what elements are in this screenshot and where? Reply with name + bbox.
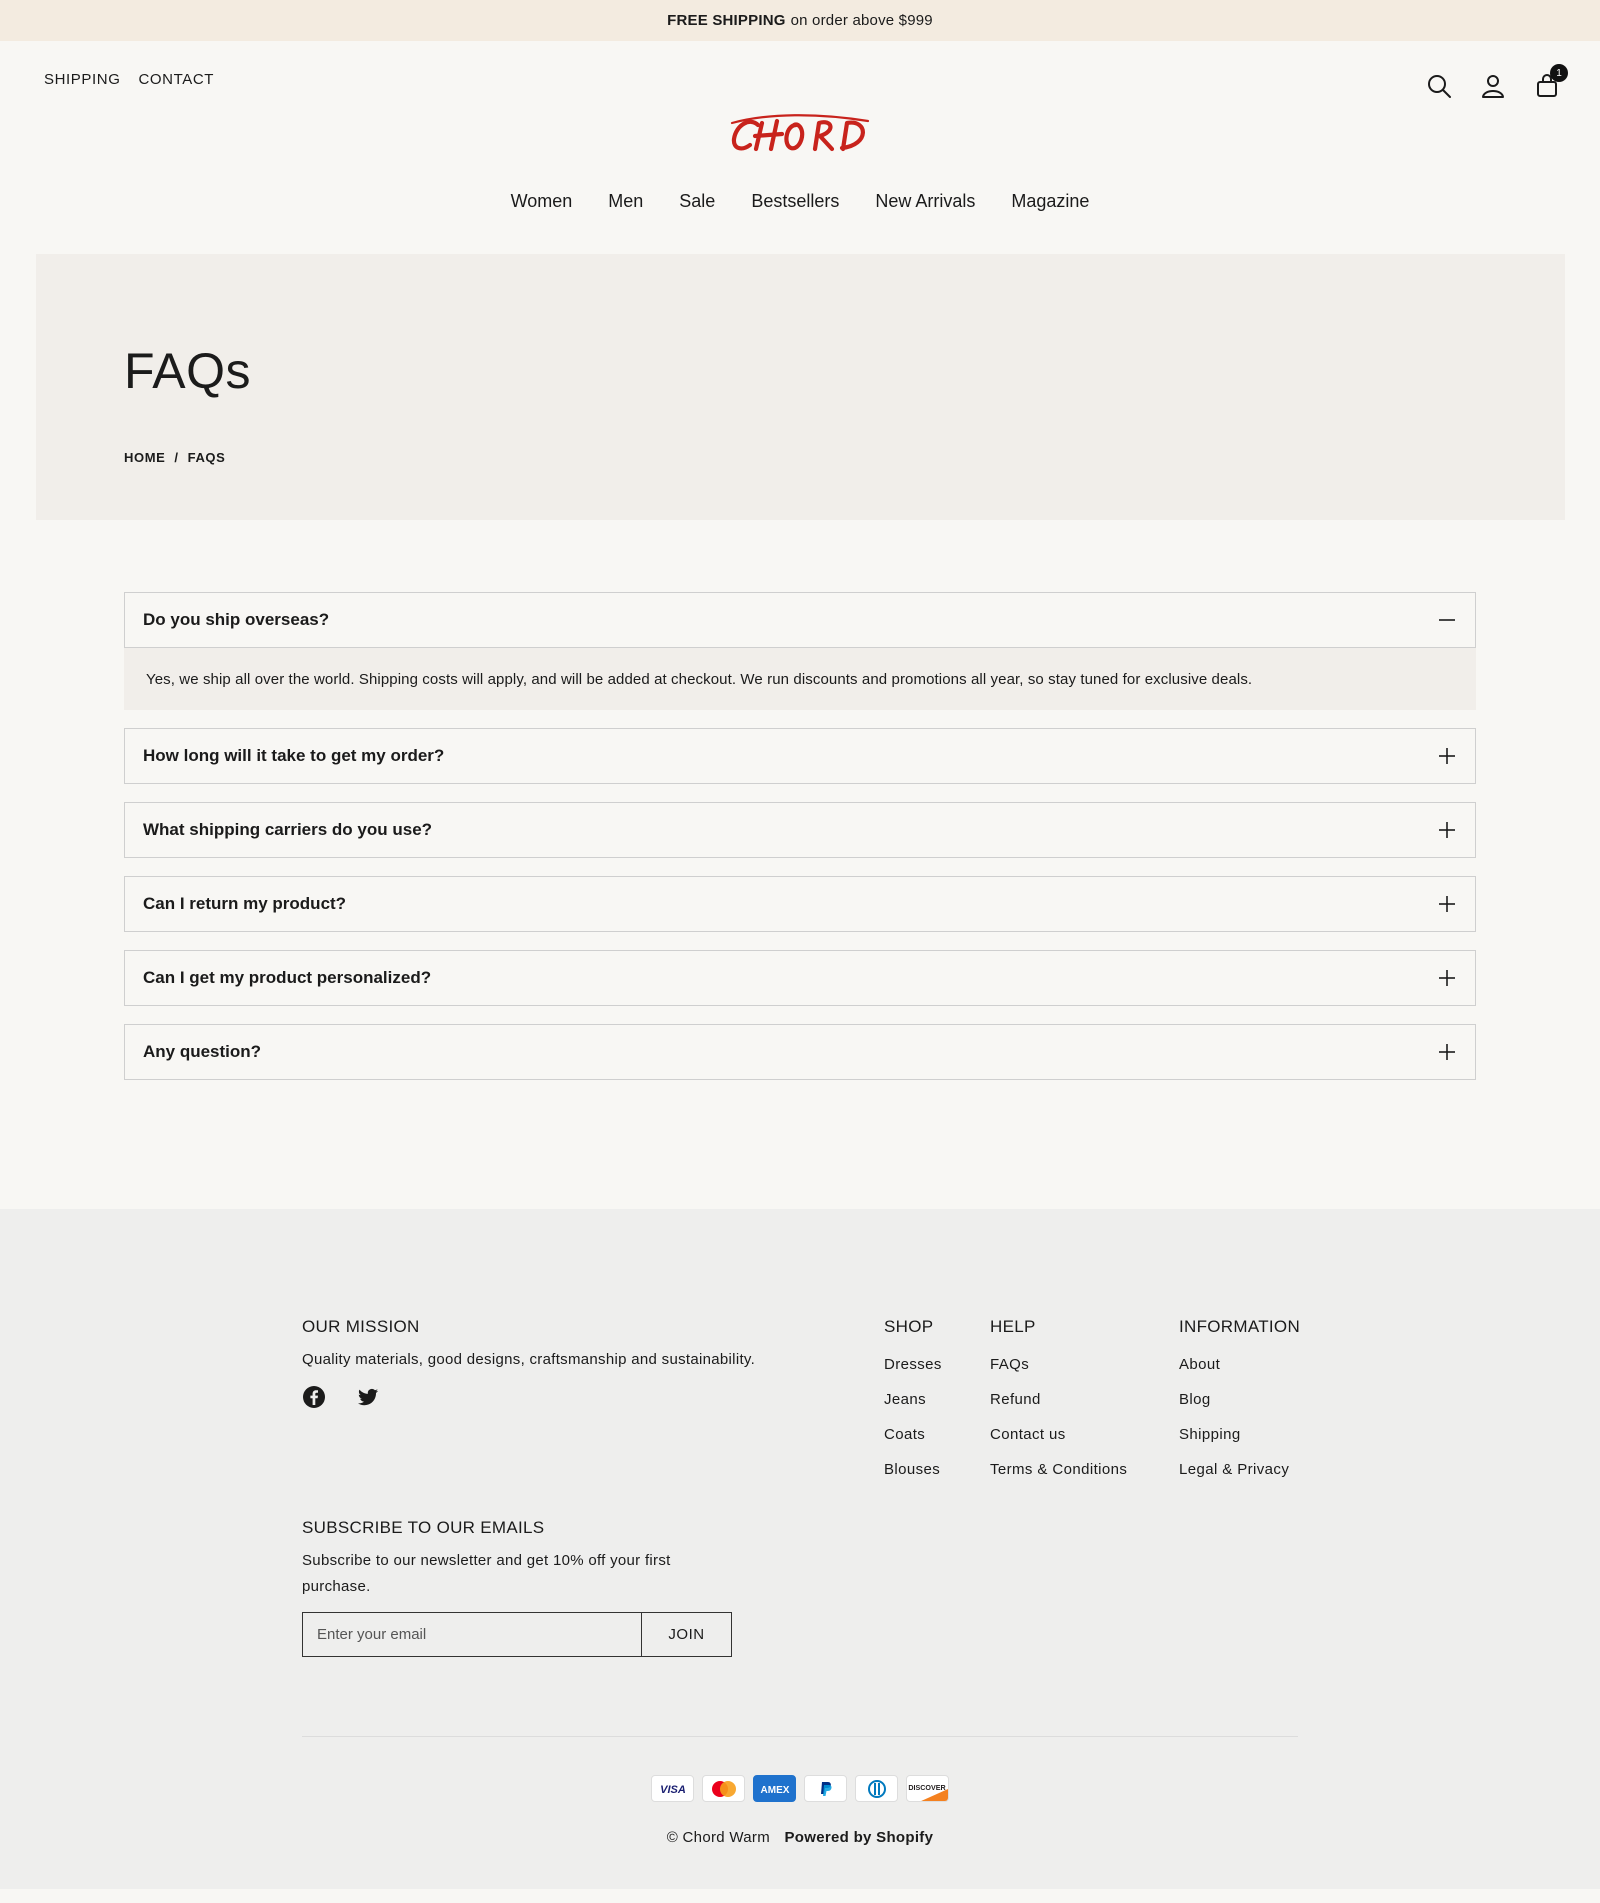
faq-item (124, 876, 1476, 932)
svg-text:VISA: VISA (659, 1783, 686, 1796)
discover-icon (906, 1775, 949, 1802)
mastercard-icon (702, 1775, 745, 1802)
newsletter-form (302, 1612, 732, 1657)
site-footer (0, 1209, 1600, 1889)
breadcrumb-current: FAQS (187, 450, 226, 465)
faq-answer-text: Yes, we ship all over the world. Shipping costs will apply, and will be added at checkout. We run discounts and promotions all year, so stay tuned for exclusive deals. (146, 670, 1253, 688)
site-header (0, 41, 1600, 254)
faq-question-text: How long will it take to get my order? (143, 746, 445, 765)
faq-answer (124, 648, 1476, 710)
nav-new-arrivals[interactable]: New Arrivals (875, 191, 976, 211)
faq-question-text: Can I get my product personalized? (143, 968, 432, 987)
plus-icon (1437, 1042, 1457, 1062)
faq-item (124, 592, 1476, 710)
logo[interactable] (728, 105, 872, 161)
footer-subscribe (302, 1518, 732, 1600)
footer-link-legal[interactable]: Legal & Privacy (1179, 1461, 1290, 1478)
breadcrumb-home[interactable]: HOME (124, 450, 166, 465)
account-icon[interactable] (1478, 71, 1508, 101)
payment-icons (651, 1775, 949, 1802)
breadcrumb (124, 450, 225, 465)
twitter-icon[interactable] (356, 1385, 380, 1409)
nav-magazine[interactable]: Magazine (1011, 191, 1090, 211)
faq-question-toggle[interactable] (124, 876, 1476, 932)
plus-icon (1437, 894, 1457, 914)
footer-help-links (990, 1355, 1127, 1480)
logo-wordmark (728, 105, 872, 161)
social-links (302, 1385, 802, 1409)
footer-link-coats[interactable]: Coats (884, 1426, 926, 1443)
footer-link-contact[interactable]: Contact us (990, 1426, 1066, 1443)
diners-icon (855, 1775, 898, 1802)
faq-accordion (124, 592, 1476, 1098)
facebook-icon[interactable] (302, 1385, 326, 1409)
footer-information (1179, 1317, 1300, 1495)
contact-link[interactable]: CONTACT (138, 71, 215, 88)
email-input[interactable] (303, 1613, 641, 1656)
footer-link-shipping[interactable]: Shipping (1179, 1426, 1241, 1443)
faq-question-toggle[interactable] (124, 1024, 1476, 1080)
visa-icon (651, 1775, 694, 1802)
footer-link-blouses[interactable]: Blouses (884, 1461, 941, 1478)
plus-icon (1437, 746, 1457, 766)
shipping-link[interactable]: SHIPPING (44, 71, 121, 88)
announcement-bar (0, 0, 1600, 41)
footer-information-heading: INFORMATION (1179, 1317, 1301, 1336)
faq-item (124, 1024, 1476, 1080)
faq-question-toggle[interactable] (124, 592, 1476, 648)
paypal-icon (804, 1775, 847, 1802)
subscribe-heading: SUBSCRIBE TO OUR EMAILS (302, 1518, 545, 1537)
faq-question-toggle[interactable] (124, 802, 1476, 858)
footer-shop-heading: SHOP (884, 1317, 934, 1336)
footer-link-blog[interactable]: Blog (1179, 1391, 1211, 1408)
footer-link-faqs[interactable]: FAQs (990, 1356, 1030, 1373)
footer-shop-links (884, 1355, 942, 1480)
nav-men[interactable]: Men (608, 191, 644, 211)
faq-question-text: Can I return my product? (143, 894, 347, 913)
footer-divider (302, 1736, 1298, 1737)
utility-links (44, 71, 214, 88)
faq-question-toggle[interactable] (124, 950, 1476, 1006)
footer-link-dresses[interactable]: Dresses (884, 1356, 942, 1373)
header-icons (1424, 67, 1562, 101)
faq-item (124, 728, 1476, 784)
announcement-bold: FREE SHIPPING (667, 12, 786, 29)
subscribe-text: Subscribe to our newsletter and get 10% off your first purchase. (302, 1552, 671, 1595)
footer-mission-text: Quality materials, good designs, craftsmanship and sustainability. (302, 1351, 756, 1368)
faq-item (124, 802, 1476, 858)
nav-bestsellers[interactable]: Bestsellers (751, 191, 840, 211)
page-hero (36, 254, 1565, 520)
footer-link-terms[interactable]: Terms & Conditions (990, 1461, 1128, 1478)
powered-by-link[interactable]: Powered by Shopify (784, 1829, 934, 1846)
nav-sale[interactable]: Sale (679, 191, 716, 211)
footer-link-jeans[interactable]: Jeans (884, 1391, 927, 1408)
svg-text:AMEX: AMEX (760, 1784, 789, 1796)
plus-icon (1437, 820, 1457, 840)
announcement-text: on order above $999 (790, 12, 933, 29)
footer-shop (884, 1317, 942, 1495)
faq-item (124, 950, 1476, 1006)
footer-information-links (1179, 1355, 1300, 1480)
main-nav (0, 191, 1600, 212)
page-title: FAQs (124, 343, 252, 399)
amex-icon (753, 1775, 796, 1802)
faq-question-toggle[interactable] (124, 728, 1476, 784)
minus-icon (1437, 610, 1457, 630)
footer-help-heading: HELP (990, 1317, 1036, 1336)
footer-mission-heading: OUR MISSION (302, 1317, 420, 1336)
faq-question-text: Do you ship overseas? (143, 610, 330, 629)
footer-link-about[interactable]: About (1179, 1356, 1221, 1373)
cart-icon[interactable] (1532, 67, 1562, 101)
copyright (0, 1829, 1600, 1846)
faq-question-text: Any question? (143, 1042, 262, 1061)
footer-link-refund[interactable]: Refund (990, 1391, 1041, 1408)
breadcrumb-separator: / (174, 450, 179, 465)
cart-count-badge: 1 (1550, 64, 1568, 82)
copyright-text: © Chord Warm (666, 1829, 771, 1846)
nav-women[interactable]: Women (510, 191, 573, 211)
faq-question-text: What shipping carriers do you use? (143, 820, 433, 839)
footer-mission (302, 1317, 802, 1409)
svg-text:DISCOVER: DISCOVER (908, 1783, 946, 1792)
join-button[interactable]: JOIN (641, 1613, 731, 1656)
footer-help (990, 1317, 1127, 1495)
search-icon[interactable] (1424, 71, 1454, 101)
plus-icon (1437, 968, 1457, 988)
